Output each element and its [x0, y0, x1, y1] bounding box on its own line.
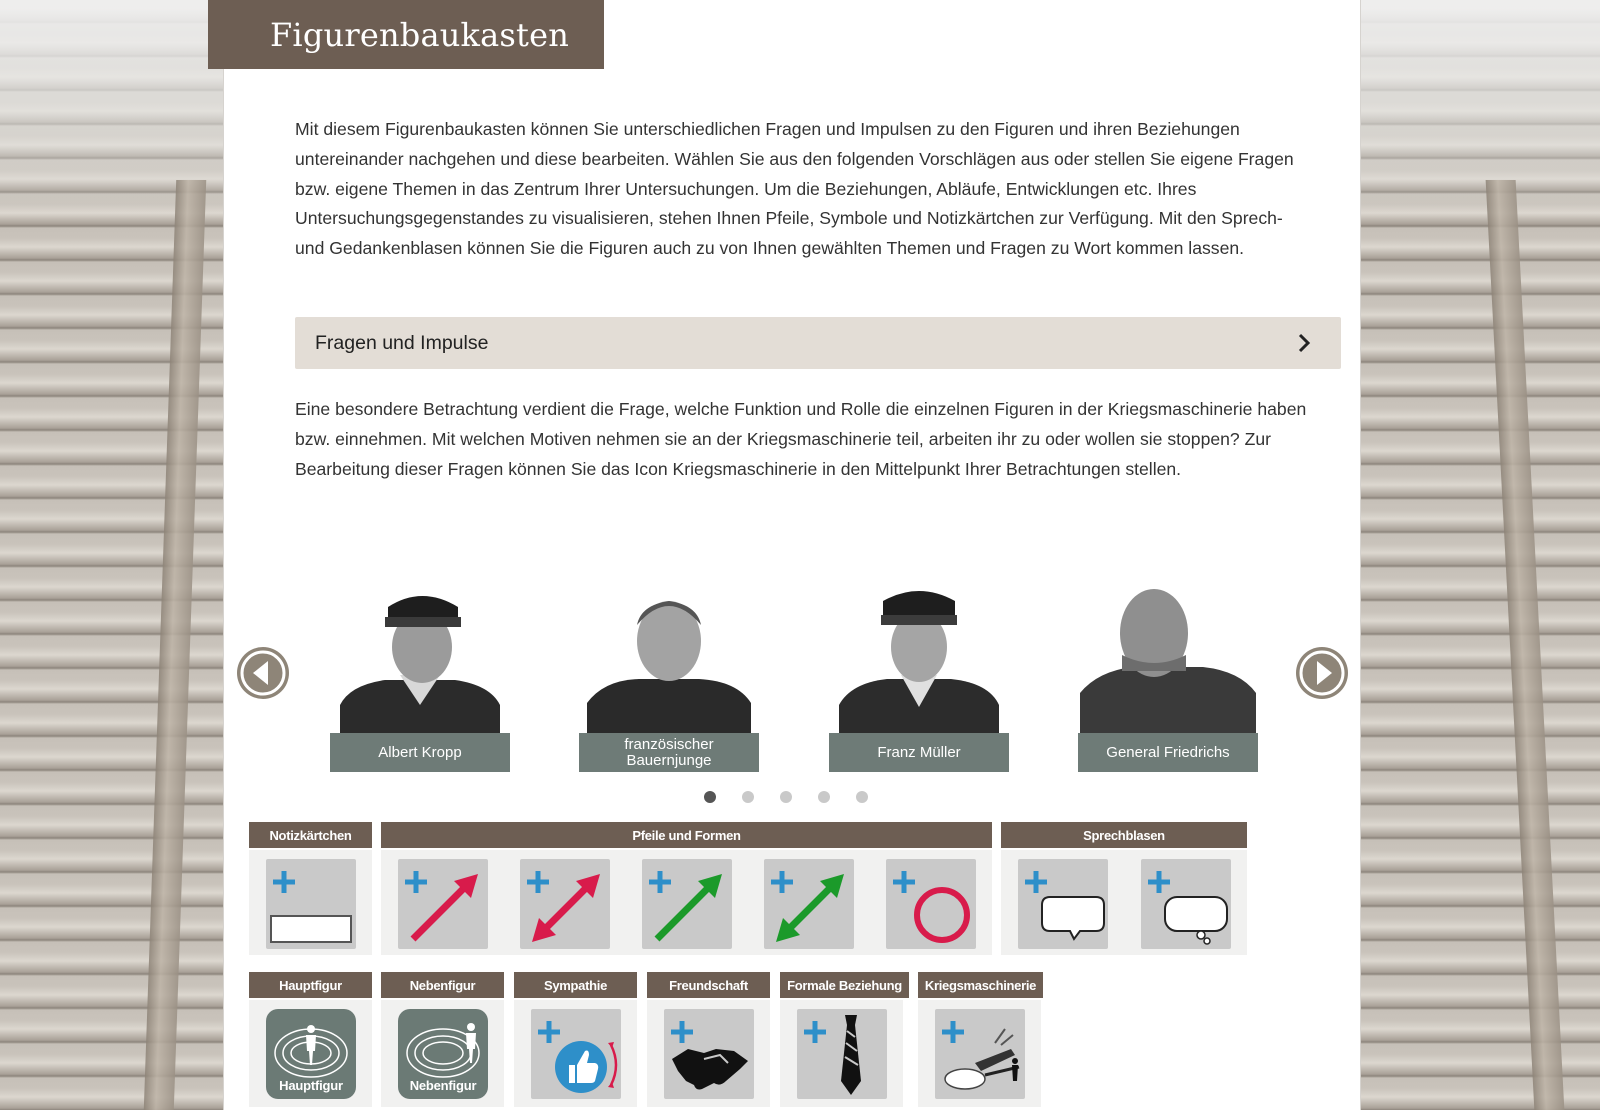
war-machinery-icon [935, 1009, 1025, 1099]
tool-cell [381, 1000, 504, 1107]
figure-card-albert-kropp[interactable] [330, 575, 510, 772]
speech-bubble-icon [1018, 859, 1108, 949]
page-dot[interactable] [856, 791, 868, 803]
green-double-arrow-icon [764, 859, 854, 949]
page-dot[interactable] [780, 791, 792, 803]
add-main-figure-button[interactable] [266, 1009, 356, 1099]
carousel-pagination [704, 791, 868, 803]
tool-cell [503, 850, 626, 955]
red-circle-icon [886, 859, 976, 949]
add-green-double-arrow-button[interactable] [764, 859, 854, 949]
tool-cell [780, 1000, 903, 1107]
add-side-figure-button[interactable] [398, 1009, 488, 1099]
figure-card-bauernjunge[interactable] [579, 575, 759, 772]
add-note-card-button[interactable] [266, 859, 356, 949]
figure-name: General Friedrichs [1078, 733, 1258, 772]
figure-card-general-friedrichs[interactable] [1078, 575, 1258, 772]
handshake-icon [664, 1009, 754, 1099]
red-arrow-icon [398, 859, 488, 949]
figure-name: Franz Müller [829, 733, 1009, 772]
page-dot[interactable] [704, 791, 716, 803]
tool-cell [1124, 850, 1247, 955]
add-sympathy-button[interactable] [531, 1009, 621, 1099]
figure-card-franz-mueller[interactable] [829, 575, 1009, 772]
add-speech-bubble-button[interactable] [1018, 859, 1108, 949]
side-figure-label: Nebenfigur [409, 1078, 477, 1093]
tool-cell [747, 850, 870, 955]
tool-cell [625, 850, 748, 955]
formal-relation-header: Formale Beziehung [780, 972, 909, 998]
trench-background-right [1361, 0, 1600, 1110]
intro-text: Mit diesem Figurenbaukasten können Sie unterschiedlichen Fragen und Impulsen zu den Figuren und ihren Beziehungen untereinander nachgehen und diese bearbeiten. Wählen Sie aus den folgenden Vorschlägen aus oder stellen Sie eigene Fragen bzw. eigene Themen in das Zentrum Ihrer Untersuchungen. Um die Beziehungen, Abläufe, Entwicklungen etc. Ihres Untersuchungsgegenstandes zu visualisieren, stehen Ihnen Pfeile, Symbole und Notizkärtchen zur Verfügung. Mit den Sprech- und Gedankenblasen können Sie die Figuren auch zu von Ihnen gewählten Themen und Fragen zu Wort kommen lassen. [295, 119, 1294, 259]
accordion-questions[interactable] [295, 317, 1341, 369]
carousel-prev-button[interactable] [237, 647, 289, 699]
triangle-right-icon [1296, 647, 1348, 699]
accordion-label: Fragen und Impulse [315, 331, 489, 354]
arrows-header: Pfeile und Formen [381, 822, 992, 848]
page-dot[interactable] [818, 791, 830, 803]
figure-name: Albert Kropp [330, 733, 510, 772]
chevron-right-icon [1293, 332, 1315, 354]
tool-cell [381, 850, 504, 955]
tool-cell [249, 850, 372, 955]
tool-cell [514, 1000, 637, 1107]
page-dot[interactable] [742, 791, 754, 803]
portrait-image [579, 575, 759, 733]
main-figure-label: Hauptfigur [279, 1078, 343, 1093]
page-title: Figurenbaukasten [208, 0, 604, 69]
portrait-image [829, 575, 1009, 733]
portrait-image [330, 575, 510, 733]
add-red-arrow-button[interactable] [398, 859, 488, 949]
figure-name: französischer Bauernjunge [579, 733, 759, 772]
carousel-next-button[interactable] [1296, 647, 1348, 699]
triangle-left-icon [237, 647, 289, 699]
portrait-image [1078, 575, 1258, 733]
bubbles-header: Sprechblasen [1001, 822, 1247, 848]
add-green-arrow-button[interactable] [642, 859, 732, 949]
tool-cell [869, 850, 992, 955]
add-war-machinery-button[interactable] [935, 1009, 1025, 1099]
main-figure-header: Hauptfigur [249, 972, 372, 998]
add-friendship-button[interactable] [664, 1009, 754, 1099]
thought-bubble-icon [1141, 859, 1231, 949]
sympathy-header: Sympathie [514, 972, 637, 998]
add-red-double-arrow-button[interactable] [520, 859, 610, 949]
add-circle-button[interactable] [886, 859, 976, 949]
necktie-icon [797, 1009, 887, 1099]
notes-header: Notizkärtchen [249, 822, 372, 848]
side-figure-header: Nebenfigur [381, 972, 504, 998]
friendship-header: Freundschaft [647, 972, 770, 998]
war-machinery-header: Kriegsmaschinerie [918, 972, 1043, 998]
tool-cell [249, 1000, 372, 1107]
thumbs-up-icon [531, 1009, 621, 1099]
second-text: Eine besondere Betrachtung verdient die Frage, welche Funktion und Rolle die einzelnen Figuren in der Kriegsmaschinerie haben bzw. einnehmen. Mit welchen Motiven nehmen sie an der Kriegsmaschinerie teil, arbeiten ihr zu oder wollen sie stoppen? Zur Bearbeitung dieser Fragen können Sie das Icon Kriegsmaschinerie in den Mittelpunkt Ihrer Betrachtungen stellen. [295, 399, 1307, 479]
red-double-arrow-icon [520, 859, 610, 949]
tool-cell [1001, 850, 1124, 955]
tool-cell [647, 1000, 770, 1107]
add-formal-relation-button[interactable] [797, 1009, 887, 1099]
tool-cell [918, 1000, 1041, 1107]
note-card-icon [266, 859, 356, 949]
add-thought-bubble-button[interactable] [1141, 859, 1231, 949]
green-arrow-icon [642, 859, 732, 949]
